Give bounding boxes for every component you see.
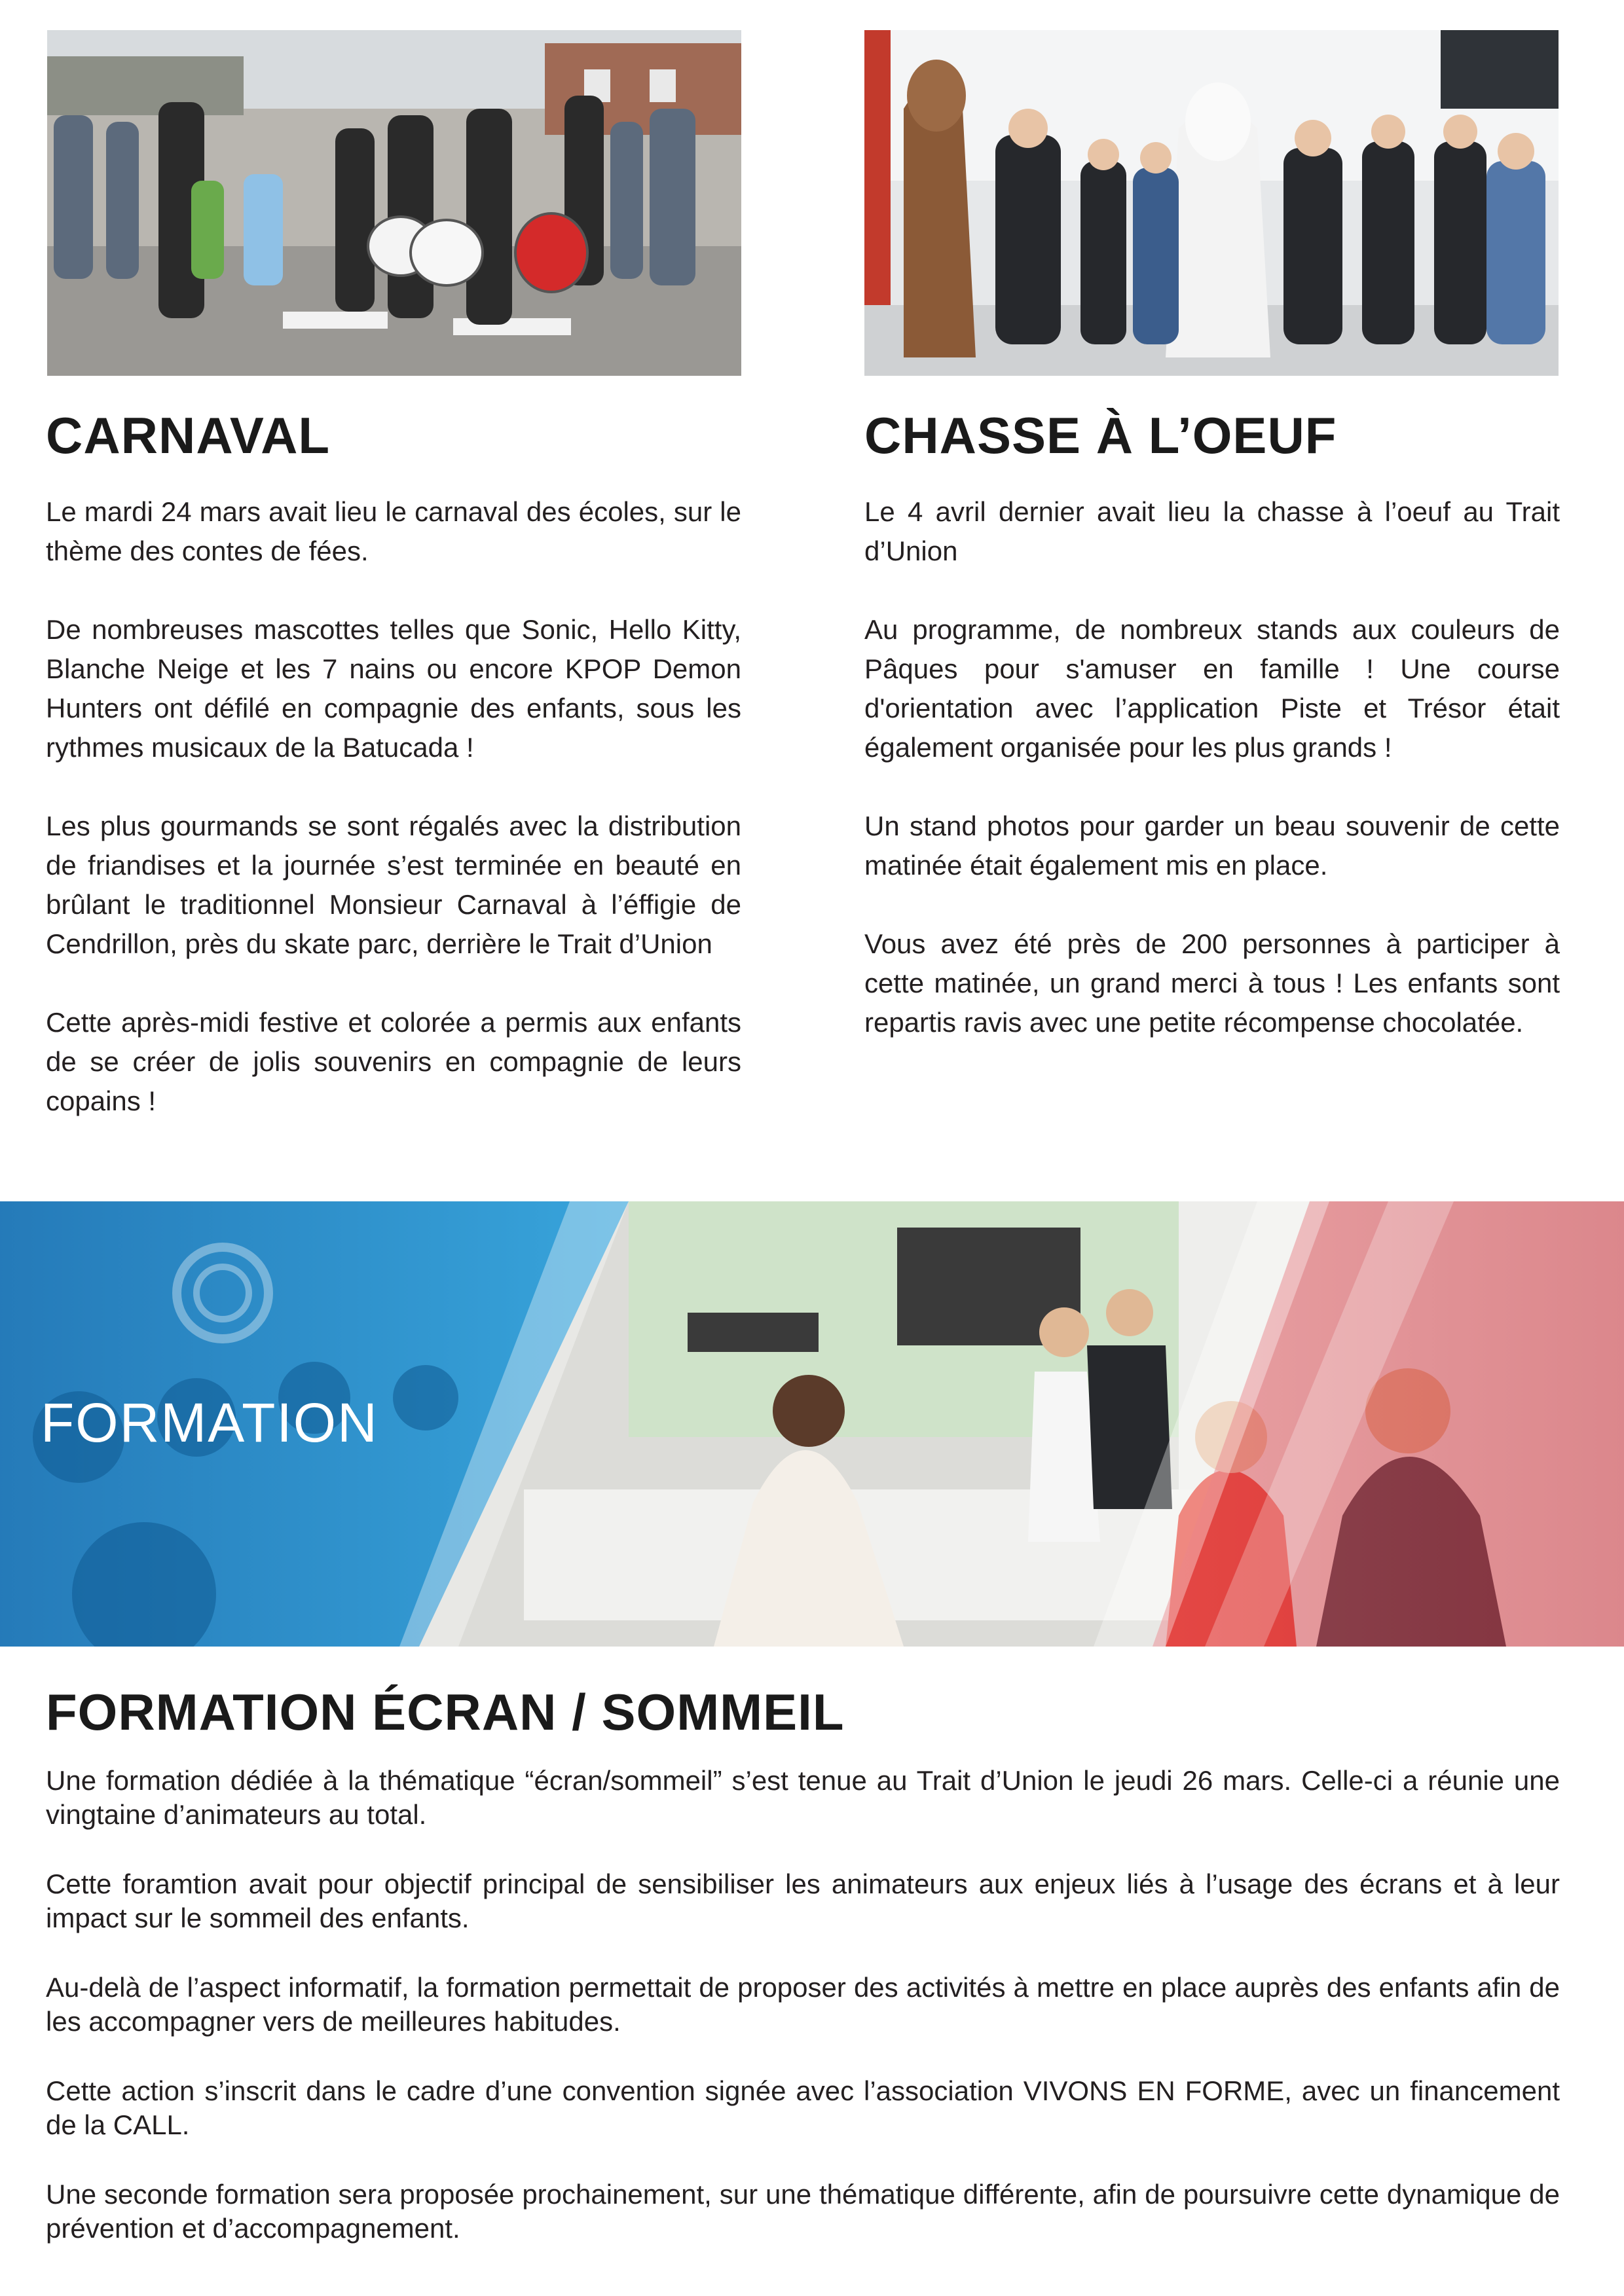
chasse-paragraph-3: Un stand photos pour garder un beau souvenir de cette matinée était également mis en place. — [864, 811, 1560, 881]
formation-banner-label: FORMATION — [41, 1392, 378, 1453]
formation-section — [46, 1683, 1560, 2281]
formation-title: FORMATION ÉCRAN / SOMMEIL — [46, 1683, 845, 1741]
chasse-oeuf-photo — [864, 30, 1559, 376]
chasse-oeuf-section — [864, 406, 1560, 1082]
carnaval-title: CARNAVAL — [46, 407, 331, 464]
formation-paragraph-1: Une formation dédiée à la thématique “écran/sommeil” s’est tenue au Trait d’Union le jeudi 26 mars. Celle-ci a réunie une vingtaine d’animateurs au total. — [46, 1765, 1560, 1830]
formation-paragraph-5: Une seconde formation sera proposée prochainement, sur une thématique différente, afin de poursuivre cette dynamique de prévention et d’accompagnement. — [46, 2179, 1560, 2244]
carnaval-paragraph-3: Les plus gourmands se sont régalés avec la distribution de friandises et la journée s’est terminée en beauté en brûlant le traditionnel Monsieur Carnaval à l’éffigie de Cendrillon, près du skate parc, derrière le Trait d’Union — [46, 811, 741, 959]
formation-paragraph-4: Cette action s’inscrit dans le cadre d’une convention signée avec l’association VIVONS EN FORME, avec un financement de la CALL. — [46, 2075, 1560, 2140]
carnaval-paragraph-1: Le mardi 24 mars avait lieu le carnaval des écoles, sur le thème des contes de fées. — [46, 496, 741, 566]
formation-paragraph-2: Cette foramtion avait pour objectif principal de sensibiliser les animateurs aux enjeux liés à l’usage des écrans et à leur impact sur le sommeil des enfants. — [46, 1868, 1560, 1933]
carnaval-section — [46, 406, 741, 1160]
chasse-paragraph-2: Au programme, de nombreux stands aux couleurs de Pâques pour s'amuser en famille ! Une course d'orientation avec l’application Piste et Trésor était également organisée pour les plus grands ! — [864, 614, 1560, 763]
carnaval-paragraph-4: Cette après-midi festive et colorée a permis aux enfants de se créer de jolis souvenirs en compagnie de leurs copains ! — [46, 1007, 741, 1116]
formation-paragraph-3: Au-delà de l’aspect informatif, la formation permettait de proposer des activités à mettre en place auprès des enfants afin de les accompagner vers de meilleures habitudes. — [46, 1972, 1560, 2037]
carnaval-paragraph-2: De nombreuses mascottes telles que Sonic, Hello Kitty, Blanche Neige et les 7 nains ou encore KPOP Demon Hunters ont défilé en compagnie des enfants, sous les rythmes musicaux de la Batucada ! — [46, 614, 741, 763]
chasse-oeuf-title: CHASSE À L’OEUF — [864, 407, 1337, 464]
chasse-paragraph-4: Vous avez été près de 200 personnes à participer à cette matinée, un grand merci à tous ! Les enfants sont repartis ravis avec une petite récompense chocolatée. — [864, 928, 1560, 1038]
carnaval-photo — [47, 30, 741, 376]
chasse-paragraph-1: Le 4 avril dernier avait lieu la chasse à l’oeuf au Trait d’Union — [864, 496, 1560, 566]
